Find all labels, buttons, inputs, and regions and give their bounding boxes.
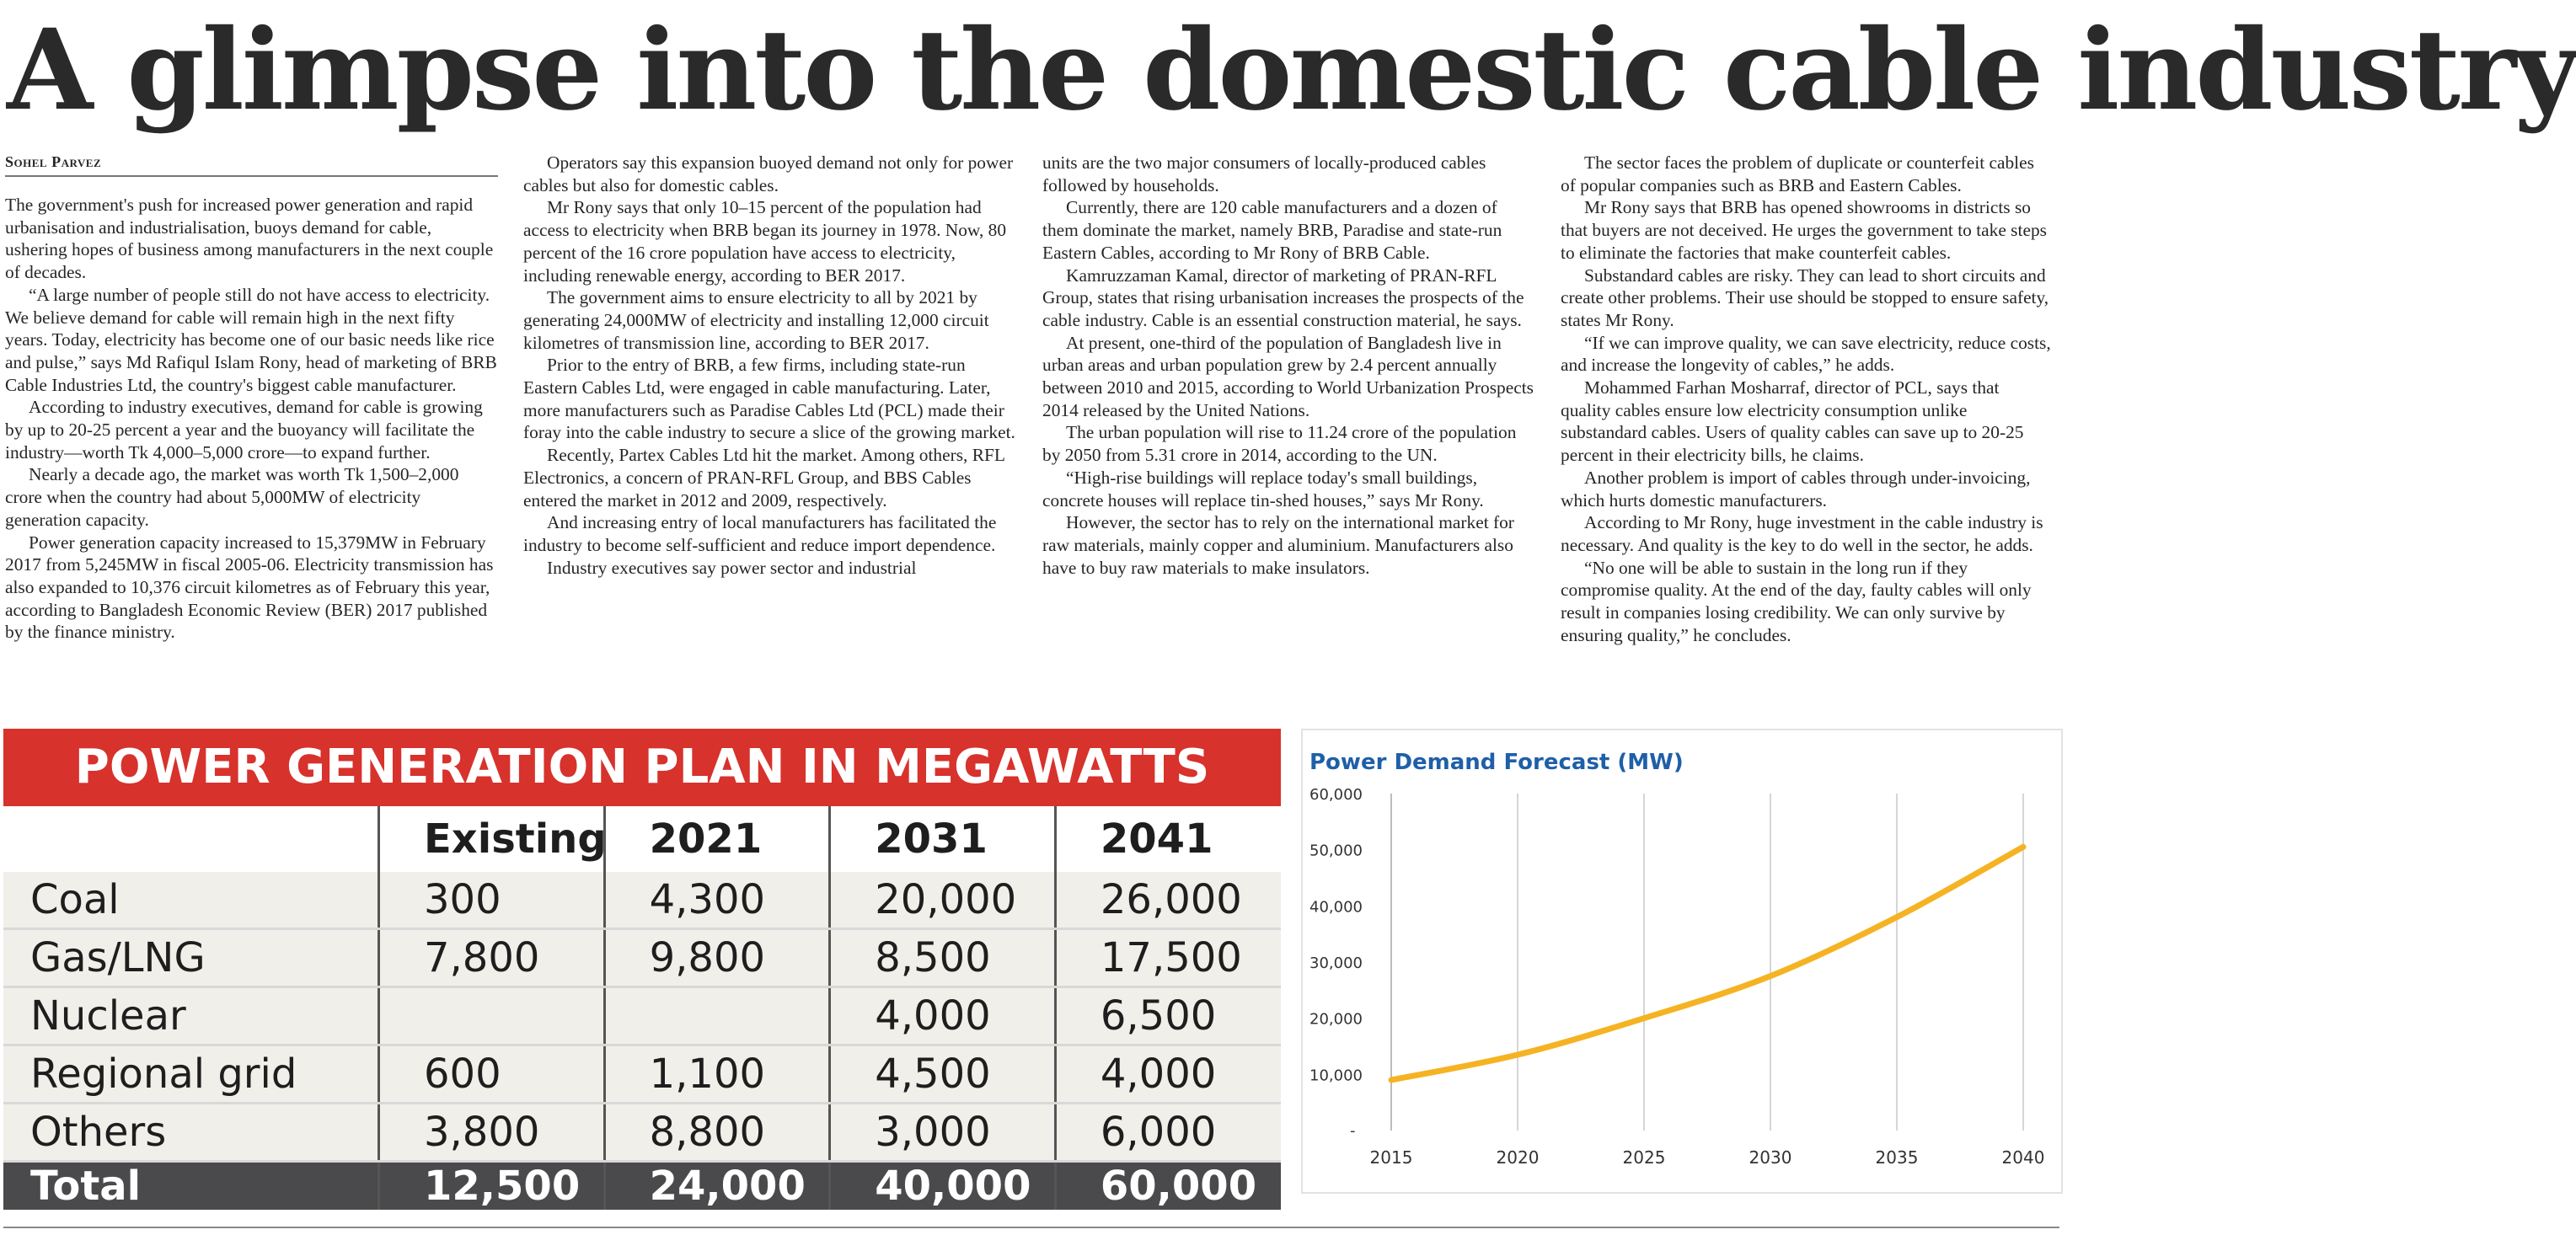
header-cell: Existing	[379, 806, 605, 872]
paragraph: Prior to the entry of BRB, a few firms, including state-run Eastern Cables Ltd, were engaged in cable manufacturing. Later, more manufacturers such as Paradise Cables Ltd (PCL) made their foray into the cable industry to secure a slice of the growing market.	[523, 355, 1015, 443]
x-tick-label: 2015	[1369, 1147, 1413, 1168]
paragraph: Recently, Partex Cables Ltd hit the market. Among others, RFL Electronics, a concern of PRAN-RFL Group, and BBS Cables entered the market in 2012 and 2009, respectively.	[523, 445, 1005, 511]
table-cell	[379, 987, 605, 1045]
paragraph: Another problem is import of cables through under-invoicing, which hurts domestic manufacturers.	[1561, 467, 2031, 511]
paragraph: “No one will be able to sustain in the long run if they compromise quality. At the end of the day, faulty cables will only result in companies losing credibility. We can only survive by ensuring quality,” he concludes.	[1561, 557, 2032, 645]
table-cell: 24,000	[604, 1162, 830, 1211]
table-row	[3, 1104, 1281, 1162]
paragraph: According to Mr Rony, huge investment in the cable industry is necessary. And quality is the key to do well in the sector, he adds.	[1561, 512, 2043, 555]
table-cell: 12,500	[379, 1162, 605, 1211]
x-tick-label: 2030	[1749, 1147, 1792, 1168]
headline: A glimpse into the domestic cable industry	[7, 5, 2576, 136]
row-label: Nuclear	[3, 987, 379, 1045]
table-cell: 7,800	[379, 929, 605, 987]
table-header-row	[3, 806, 1281, 872]
paragraph: Substandard cables are risky. They can lead to short circuits and create other problems. Their use should be stopped to ensure safety, states Mr Rony.	[1561, 265, 2049, 330]
table-cell: 300	[379, 872, 605, 929]
row-label: Gas/LNG	[3, 929, 379, 987]
x-tick-label: 2035	[1875, 1147, 1919, 1168]
row-label: Total	[3, 1162, 379, 1211]
table-cell: 4,000	[830, 987, 1056, 1045]
table-cell: 8,800	[604, 1104, 830, 1162]
table-cell: 9,800	[604, 929, 830, 987]
header-cell: 2021	[604, 806, 830, 872]
y-tick-label-zero: -	[1350, 1122, 1356, 1140]
paragraph: And increasing entry of local manufacturers has facilitated the industry to become self-sufficient and reduce import dependence.	[523, 512, 997, 555]
paragraph: Mr Rony says that BRB has opened showrooms in districts so that buyers are not deceived. He urges the government to take steps to eliminate the factories that make counterfeit cables.	[1561, 197, 2047, 263]
table-cell: 4,300	[604, 872, 830, 929]
y-tick-label: 40,000	[1309, 898, 1363, 917]
paragraph: Kamruzzaman Kamal, director of marketing of PRAN-RFL Group, states that rising urbanisation increases the prospects of the cable industry. Cable is an essential construction material, he says.	[1042, 265, 1524, 330]
header-cell: 2041	[1055, 806, 1281, 872]
table-cell: 40,000	[830, 1162, 1056, 1211]
paragraph: However, the sector has to rely on the international market for raw materials, mainly copper and aluminium. Manufacturers also have to buy raw materials to make insulators.	[1042, 512, 1514, 578]
paragraph: Power generation capacity increased to 15,379MW in February 2017 from 5,245MW in fiscal 2005-06. Electricity transmission has also expanded to 10,376 circuit kilometres as of February this year, according to Bangladesh Economic Review (BER) 2017 published by the finance ministry.	[5, 532, 494, 643]
byline: Sohel Parvez	[5, 152, 498, 177]
series-line-power-demand	[1391, 847, 2023, 1080]
paragraph: “A large number of people still do not have access to electricity. We believe demand for cable will remain high in the next fifty years. Today, electricity has become one of our basic needs like rice and pulse,” says Md Rafiqul Islam Rony, head of marketing of BRB Cable Industries Ltd, the country's biggest cable manufacturer.	[5, 284, 497, 395]
table-cell: 20,000	[830, 872, 1056, 929]
row-label: Regional grid	[3, 1045, 379, 1104]
paragraph: Mohammed Farhan Mosharraf, director of PCL, says that quality cables ensure low electricity consumption unlike substandard cables. Users of quality cables can save up to 20-25 percent in their electricity bills, he claims.	[1561, 377, 2024, 466]
y-tick-label: 50,000	[1309, 842, 1363, 860]
table-row	[3, 1045, 1281, 1104]
table-cell: 8,500	[830, 929, 1056, 987]
paragraph: Industry executives say power sector and industrial	[547, 557, 917, 578]
row-label: Coal	[3, 872, 379, 929]
y-tick-label: 30,000	[1309, 954, 1363, 972]
article-body	[0, 152, 2066, 703]
article-column-4	[1561, 152, 2054, 646]
table-cell: 600	[379, 1045, 605, 1104]
article-column-3	[1042, 152, 1535, 579]
paragraph: “If we can improve quality, we can save electricity, reduce costs, and increase the longevity of cables,” he adds.	[1561, 332, 2051, 376]
table-cell: 6,000	[1055, 1104, 1281, 1162]
table-cell: 3,000	[830, 1104, 1056, 1162]
table-cell	[604, 987, 830, 1045]
table-cell: 17,500	[1055, 929, 1281, 987]
paragraph: Operators say this expansion buoyed demand not only for power cables but also for domestic cables.	[523, 152, 1014, 195]
paragraph: units are the two major consumers of locally-produced cables followed by households.	[1042, 152, 1486, 195]
power-generation-table-graphic	[3, 729, 1281, 1210]
paragraph: Mr Rony says that only 10–15 percent of the population had access to electricity when BRB began its journey in 1978. Now, 80 percent of the 16 crore population have access to electricity, including renewable energy, according to BER 2017.	[523, 197, 1007, 286]
table-cell: 26,000	[1055, 872, 1281, 929]
paragraph: “High-rise buildings will replace today's small buildings, concrete houses will replace tin-shed houses,” says Mr Rony.	[1042, 467, 1484, 511]
x-tick-label: 2020	[1496, 1147, 1540, 1168]
table-cell: 4,500	[830, 1045, 1056, 1104]
chart-canvas	[1303, 730, 2061, 1192]
paragraph: Currently, there are 120 cable manufacturers and a dozen of them dominate the market, namely BRB, Paradise and state-run Eastern Cables, according to Mr Rony of BRB Cable.	[1042, 197, 1502, 263]
y-tick-label: 20,000	[1309, 1010, 1363, 1029]
table-title-banner: POWER GENERATION PLAN IN MEGAWATTS	[3, 729, 1281, 806]
article-column-1	[5, 152, 498, 644]
table-cell: 3,800	[379, 1104, 605, 1162]
header-cell	[3, 806, 379, 872]
paragraph: At present, one-third of the population of Bangladesh live in urban areas and urban population grew by 2.4 percent annually between 2010 and 2015, according to World Urbanization Prospects 2014 released by the United Nations.	[1042, 332, 1534, 420]
x-tick-label: 2040	[2001, 1147, 2045, 1168]
table-row	[3, 872, 1281, 929]
table-row	[3, 929, 1281, 987]
x-tick-label: 2025	[1622, 1147, 1666, 1168]
power-demand-chart	[1301, 729, 2063, 1194]
paragraph: According to industry executives, demand for cable is growing by up to 20-25 percent a year and the buoyancy will facilitate the industry—worth Tk 4,000–5,000 crore—to expand further.	[5, 397, 483, 462]
paragraph: The government's push for increased power generation and rapid urbanisation and industrialisation, buoys demand for cable, ushering hopes of business among manufacturers in the next couple of decades.	[5, 195, 494, 283]
y-tick-label: 10,000	[1309, 1067, 1363, 1085]
chart-title: Power Demand Forecast (MW)	[1309, 750, 1684, 775]
table-cell: 1,100	[604, 1045, 830, 1104]
row-label: Others	[3, 1104, 379, 1162]
y-tick-label: 60,000	[1309, 786, 1363, 804]
power-generation-table	[3, 806, 1281, 1210]
paragraph: The sector faces the problem of duplicate or counterfeit cables of popular companies such as BRB and Eastern Cables.	[1561, 152, 2034, 195]
table-row	[3, 987, 1281, 1045]
paragraph: Nearly a decade ago, the market was worth Tk 1,500–2,000 crore when the country had about 5,000MW of electricity generation capacity.	[5, 464, 459, 530]
table-cell: 60,000	[1055, 1162, 1281, 1211]
header-cell: 2031	[830, 806, 1056, 872]
paragraph: The government aims to ensure electricity to all by 2021 by generating 24,000MW of electricity and installing 12,000 circuit kilometres of transmission line, according to BER 2017.	[523, 287, 989, 353]
paragraph: The urban population will rise to 11.24 crore of the population by 2050 from 5.31 crore in 2014, according to the UN.	[1042, 422, 1517, 466]
article-column-2	[523, 152, 1016, 579]
table-cell: 6,500	[1055, 987, 1281, 1045]
table-total-row	[3, 1162, 1281, 1211]
table-cell: 4,000	[1055, 1045, 1281, 1104]
bottom-divider	[3, 1227, 2059, 1228]
